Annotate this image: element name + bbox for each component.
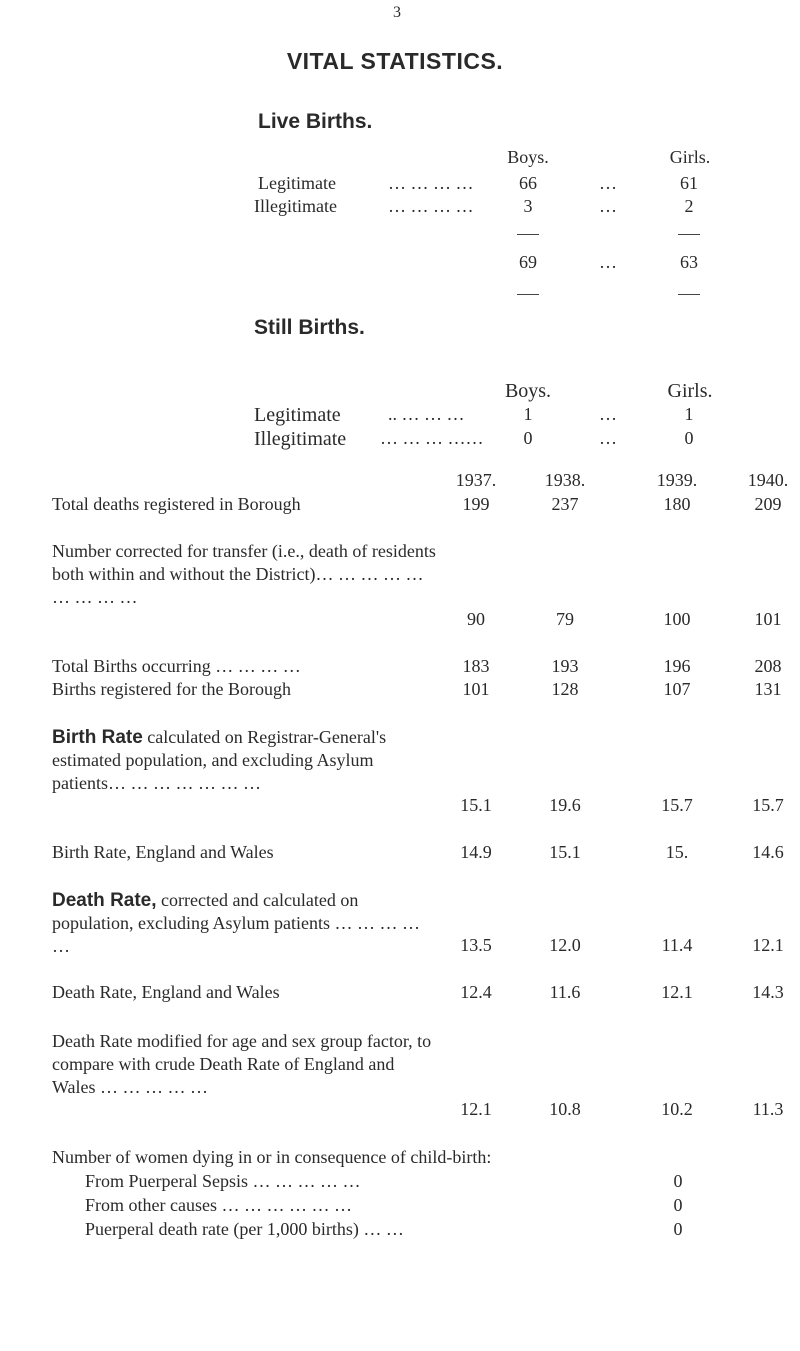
girls-total: 63 — [680, 252, 698, 272]
row-label — [52, 540, 437, 609]
value-1939: 10.2 — [661, 1099, 693, 1119]
value-1940: 208 — [754, 656, 782, 676]
value-1937: 12.4 — [460, 982, 492, 1002]
row-label: Illegitimate — [254, 428, 347, 450]
boys-value: 0 — [523, 428, 533, 448]
value-1937: 183 — [462, 656, 490, 676]
value-1939: 180 — [663, 494, 691, 514]
live-births-col-boys: Boys. — [507, 147, 549, 167]
year-header: 1939. — [656, 470, 698, 490]
value-1940: 11.3 — [752, 1099, 784, 1119]
girls-value: 2 — [684, 196, 694, 216]
maternal-row-label: Puerperal death rate (per 1,000 births) … … — [85, 1219, 404, 1239]
value-1937: 90 — [467, 609, 485, 629]
value-1940: 12.1 — [752, 935, 784, 955]
maternal-row-value: 0 — [673, 1195, 683, 1215]
value-1939: 196 — [663, 656, 691, 676]
year-header: 1940. — [747, 470, 789, 490]
row-label: Births registered for the Borough — [52, 679, 291, 699]
separator-dots: … — [599, 173, 617, 193]
sum-rule — [678, 234, 700, 235]
value-1939: 100 — [663, 609, 691, 629]
year-header: 1937. — [455, 470, 497, 490]
row-label: Total deaths registered in Borough — [52, 494, 301, 514]
separator-dots: … — [599, 404, 617, 424]
row-label: Illegitimate — [254, 196, 337, 216]
maternal-row-label: From other causes … … … … … … — [85, 1195, 352, 1215]
separator-dots: … — [599, 428, 617, 448]
value-1938: 12.0 — [549, 935, 581, 955]
row-label-text: Death Rate modified for age and sex group factor, to compare with crude Death Rate of England and Wales … … … … … — [52, 1031, 432, 1097]
leader-dots: .. … … … — [388, 404, 465, 424]
boys-value: 3 — [523, 196, 533, 216]
value-1939: 15.7 — [661, 795, 693, 815]
maternal-row-value: 0 — [673, 1219, 683, 1239]
value-1937: 15.1 — [460, 795, 492, 815]
maternal-row-label: From Puerperal Sepsis … … … … … — [85, 1171, 361, 1191]
row-label: Legitimate — [258, 173, 336, 193]
separator-dots: … — [599, 252, 617, 272]
still-births-heading: Still Births. — [254, 316, 365, 339]
boys-value: 66 — [519, 173, 537, 193]
value-1938: 11.6 — [549, 982, 581, 1002]
value-1940: 15.7 — [752, 795, 784, 815]
live-births-col-girls: Girls. — [669, 147, 711, 167]
value-1939: 15. — [665, 842, 689, 862]
value-1940: 14.3 — [752, 982, 784, 1002]
value-1938: 15.1 — [549, 842, 581, 862]
live-births-heading: Live Births. — [258, 110, 373, 133]
leader-dots: … … … … — [388, 173, 474, 193]
sum-rule — [517, 234, 539, 235]
value-1938: 79 — [556, 609, 574, 629]
value-1937: 101 — [462, 679, 490, 699]
maternal-heading: Number of women dying in or in consequence of child-birth: — [52, 1147, 492, 1167]
value-1939: 11.4 — [661, 935, 693, 955]
row-label-text: corrected and calculated on population, excluding Asylum patients … … … … … — [52, 890, 420, 956]
girls-value: 1 — [684, 404, 694, 424]
row-label: Death Rate, England and Wales — [52, 982, 280, 1002]
value-1938: 10.8 — [549, 1099, 581, 1119]
total-rule — [517, 294, 539, 295]
row-label — [52, 1030, 437, 1099]
row-label-bold: Birth Rate — [52, 727, 143, 748]
page-number: 3 — [393, 4, 401, 21]
still-births-col-boys: Boys. — [504, 380, 552, 402]
girls-value: 61 — [680, 173, 698, 193]
row-label-bold: Death Rate, — [52, 890, 157, 911]
value-1938: 128 — [551, 679, 579, 699]
value-1940: 101 — [754, 609, 782, 629]
total-rule — [678, 294, 700, 295]
girls-value: 0 — [684, 428, 694, 448]
row-label: Legitimate — [254, 404, 341, 426]
separator-dots: … — [599, 196, 617, 216]
boys-total: 69 — [519, 252, 537, 272]
value-1938: 193 — [551, 656, 579, 676]
leader-dots: … … … … — [388, 196, 474, 216]
leader-dots: … … … …… — [380, 428, 484, 448]
page-title: VITAL STATISTICS. — [286, 48, 504, 74]
value-1938: 19.6 — [549, 795, 581, 815]
row-label-text: calculated on Registrar-General's estimated population, and excluding Asylum patients… … … … … … … — [52, 727, 387, 793]
value-1939: 12.1 — [661, 982, 693, 1002]
value-1937: 13.5 — [460, 935, 492, 955]
year-header: 1938. — [544, 470, 586, 490]
row-label — [52, 889, 437, 958]
value-1940: 14.6 — [752, 842, 784, 862]
maternal-row-value: 0 — [673, 1171, 683, 1191]
value-1940: 209 — [754, 494, 782, 514]
value-1937: 12.1 — [460, 1099, 492, 1119]
row-label: Total Births occurring … … … … — [52, 656, 301, 676]
row-label: Birth Rate, England and Wales — [52, 842, 274, 862]
value-1937: 199 — [462, 494, 490, 514]
still-births-col-girls: Girls. — [667, 380, 713, 402]
value-1939: 107 — [663, 679, 691, 699]
row-label-text: Number corrected for transfer (i.e., death of residents both within and without the District)… … … … … … … … … — [52, 541, 436, 607]
value-1940: 131 — [754, 679, 782, 699]
row-label — [52, 726, 437, 795]
boys-value: 1 — [523, 404, 533, 424]
value-1938: 237 — [551, 494, 579, 514]
value-1937: 14.9 — [460, 842, 492, 862]
